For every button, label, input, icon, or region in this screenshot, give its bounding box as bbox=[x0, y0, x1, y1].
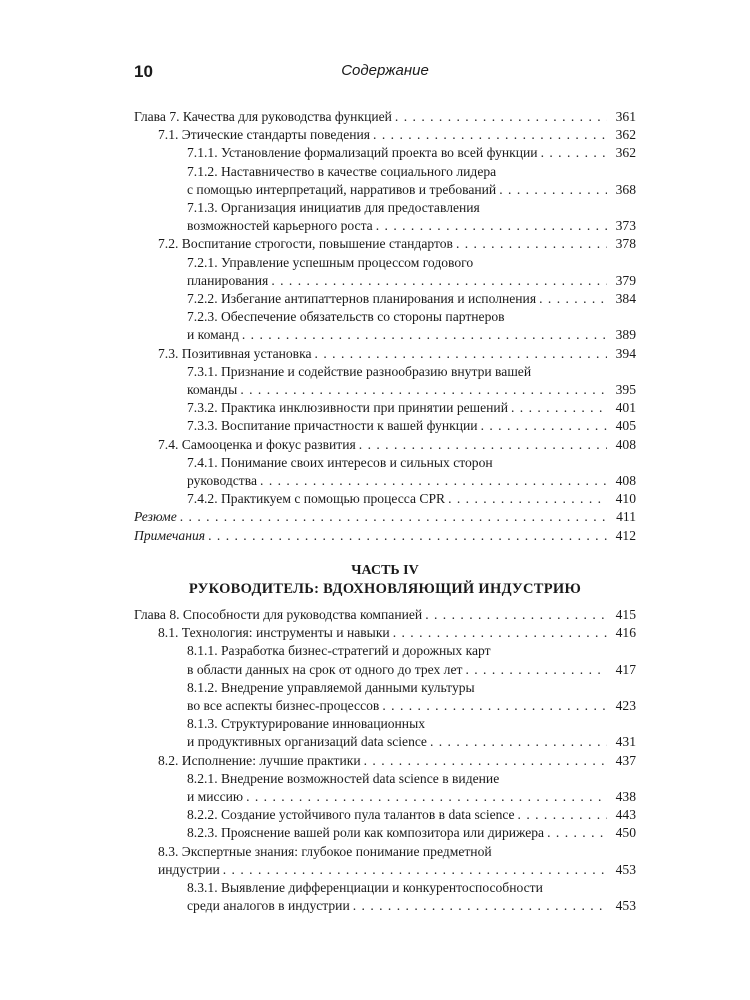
toc-entry[interactable] bbox=[134, 199, 636, 235]
toc-entry-title: и команд bbox=[187, 327, 239, 343]
toc-entry-title: 7.4. Самооценка и фокус развития bbox=[158, 436, 356, 452]
toc-entry-title: и миссию bbox=[187, 789, 244, 805]
page-header bbox=[134, 62, 636, 86]
toc-entry-page-number: 378 bbox=[615, 236, 636, 252]
dot-leader bbox=[353, 897, 607, 915]
toc-entry-page-number: 431 bbox=[615, 734, 636, 750]
dot-leader bbox=[456, 235, 607, 253]
toc-entry[interactable] bbox=[134, 126, 636, 144]
toc-entry[interactable] bbox=[134, 163, 636, 199]
toc-entry-title: возможностей карьерного роста bbox=[187, 218, 373, 234]
toc-entry-title: Резюме bbox=[134, 509, 177, 525]
toc-entry[interactable] bbox=[134, 345, 636, 363]
toc-entry-page-number: 362 bbox=[615, 145, 636, 161]
dot-leader bbox=[382, 697, 607, 715]
toc-entry-title-first-line: 8.3. Экспертные знания: глубокое понимание предметной bbox=[158, 843, 492, 859]
dot-leader bbox=[246, 788, 607, 806]
dot-leader bbox=[180, 508, 607, 526]
toc-entry-title-first-line: 7.1.3. Организация инициатив для предоставления bbox=[187, 200, 480, 216]
toc-entry[interactable] bbox=[134, 454, 636, 490]
toc-entry[interactable] bbox=[134, 144, 636, 162]
toc-entry[interactable] bbox=[134, 642, 636, 678]
toc-entry[interactable] bbox=[134, 290, 636, 308]
toc-entry[interactable] bbox=[134, 824, 636, 842]
toc-entry-page-number: 450 bbox=[615, 825, 636, 841]
dot-leader bbox=[260, 472, 607, 490]
toc-entry[interactable] bbox=[134, 254, 636, 290]
toc-entry-title: 7.2. Воспитание строгости, повышение стандартов bbox=[158, 236, 453, 252]
toc-entry-page-number: 389 bbox=[615, 327, 636, 343]
toc-entry-title: 8.2.2. Создание устойчивого пула талантов в data science bbox=[187, 807, 515, 823]
dot-leader bbox=[481, 417, 607, 435]
toc-entry[interactable] bbox=[134, 235, 636, 253]
toc-entry[interactable] bbox=[134, 108, 636, 126]
toc-entry-page-number: 412 bbox=[615, 527, 636, 543]
toc-entry-title: Глава 8. Способности для руководства компанией bbox=[134, 607, 423, 622]
toc-entry-page-number: 401 bbox=[615, 400, 636, 416]
toc-entry-title: 7.3.2. Практика инклюзивности при принятии решений bbox=[187, 400, 508, 416]
page-number: 10 bbox=[134, 62, 153, 81]
toc-entry-title: 7.2.2. Избегание антипаттернов планирования и исполнения bbox=[187, 291, 537, 307]
dot-leader bbox=[223, 861, 607, 879]
toc-entry-page-number: 410 bbox=[615, 491, 636, 507]
toc-entry-title: в области данных на срок от одного до трех лет bbox=[187, 661, 463, 677]
part-label: ЧАСТЬ IV bbox=[351, 563, 419, 578]
toc-entry[interactable] bbox=[134, 770, 636, 806]
dot-leader bbox=[393, 624, 607, 642]
dot-leader bbox=[499, 181, 607, 199]
toc-entry-title-first-line: 7.4.1. Понимание своих интересов и сильных сторон bbox=[187, 454, 493, 470]
toc-entry-title: 7.1. Этические стандарты поведения bbox=[158, 127, 371, 143]
toc-entry-title-first-line: 7.1.2. Наставничество в качестве социального лидера bbox=[187, 163, 497, 179]
toc-entry[interactable] bbox=[134, 843, 636, 879]
toc-entry-title: руководства bbox=[187, 473, 258, 489]
toc-entry[interactable] bbox=[134, 399, 636, 417]
toc-entry-page-number: 453 bbox=[615, 898, 636, 914]
toc-entry-title: планирования bbox=[187, 272, 269, 288]
toc-entry-page-number: 361 bbox=[615, 109, 636, 124]
toc-entry-title: 7.1.1. Установление формализаций проекта во всей функции bbox=[187, 145, 538, 161]
dot-leader bbox=[373, 126, 607, 144]
dot-leader bbox=[395, 108, 607, 126]
toc-entry[interactable] bbox=[134, 806, 636, 824]
toc-entry[interactable] bbox=[134, 527, 636, 545]
toc-entry-title-first-line: 8.1.2. Внедрение управляемой данными культуры bbox=[187, 679, 475, 695]
toc-entry-title: 7.3.3. Воспитание причастности к вашей функции bbox=[187, 418, 478, 434]
toc-entry-page-number: 408 bbox=[615, 473, 636, 489]
toc-entry-title: во все аспекты бизнес-процессов bbox=[187, 698, 380, 714]
toc-entry[interactable] bbox=[134, 417, 636, 435]
dot-leader bbox=[547, 824, 607, 842]
toc-entry-page-number: 368 bbox=[615, 181, 636, 197]
toc-entry-page-number: 453 bbox=[615, 861, 636, 877]
toc-entry-page-number: 408 bbox=[615, 436, 636, 452]
dot-leader bbox=[376, 217, 607, 235]
dot-leader bbox=[242, 326, 607, 344]
toc-entry-page-number: 438 bbox=[615, 789, 636, 805]
toc-entry-title-first-line: 7.2.1. Управление успешным процессом годового bbox=[187, 254, 474, 270]
toc-entry-title-first-line: 8.1.3. Структурирование инновационных bbox=[187, 716, 426, 732]
dot-leader bbox=[430, 733, 607, 751]
toc-entry[interactable] bbox=[134, 436, 636, 454]
toc-entry-page-number: 437 bbox=[615, 752, 636, 768]
toc-entry-title-first-line: 7.2.3. Обеспечение обязательств со стороны партнеров bbox=[187, 309, 505, 325]
toc-entry-page-number: 373 bbox=[615, 218, 636, 234]
toc-entry[interactable] bbox=[134, 679, 636, 715]
toc-entry-page-number: 415 bbox=[615, 607, 636, 622]
toc-entry[interactable] bbox=[134, 715, 636, 751]
toc-section-chapter-8 bbox=[134, 606, 636, 915]
toc-entry-title-first-line: 8.2.1. Внедрение возможностей data science в видение bbox=[187, 770, 500, 786]
toc-entry-title: среди аналогов в индустрии bbox=[187, 898, 350, 914]
toc-entry-page-number: 416 bbox=[615, 625, 636, 641]
toc-entry-title: и продуктивных организаций data science bbox=[187, 734, 427, 750]
toc-entry-page-number: 362 bbox=[615, 127, 636, 143]
dot-leader bbox=[240, 381, 607, 399]
dot-leader bbox=[208, 527, 607, 545]
toc-entry-title-first-line: 7.3.1. Признание и содействие разнообразию внутри вашей bbox=[187, 363, 532, 379]
toc-entry-page-number: 394 bbox=[615, 345, 636, 361]
toc-entry-title: команды bbox=[187, 382, 238, 398]
dot-leader bbox=[539, 290, 607, 308]
toc-section-chapter-7 bbox=[134, 108, 636, 545]
toc-entry[interactable] bbox=[134, 752, 636, 770]
part-heading bbox=[134, 561, 636, 599]
toc-entry-title: с помощью интерпретаций, нарративов и требований bbox=[187, 181, 497, 197]
dot-leader bbox=[364, 752, 607, 770]
toc-entry[interactable] bbox=[134, 624, 636, 642]
toc-entry-page-number: 405 bbox=[615, 418, 636, 434]
toc-entry-title: 7.3. Позитивная установка bbox=[158, 345, 312, 361]
toc-entry-title-first-line: 8.1.1. Разработка бизнес-стратегий и дорожных карт bbox=[187, 643, 491, 659]
toc-entry[interactable] bbox=[134, 879, 636, 915]
dot-leader bbox=[425, 606, 607, 624]
toc-entry[interactable] bbox=[134, 606, 636, 624]
toc-entry-title: 8.2. Исполнение: лучшие практики bbox=[158, 752, 361, 768]
toc-entry-title: Примечания bbox=[134, 527, 206, 543]
toc-entry[interactable] bbox=[134, 490, 636, 508]
toc-entry-page-number: 423 bbox=[615, 698, 636, 714]
dot-leader bbox=[448, 490, 607, 508]
toc-entry-title: Глава 7. Качества для руководства функцией bbox=[134, 109, 392, 124]
toc-entry-page-number: 443 bbox=[615, 807, 636, 823]
toc-entry-title: индустрии bbox=[158, 861, 220, 877]
dot-leader bbox=[541, 144, 607, 162]
dot-leader bbox=[511, 399, 607, 417]
toc-entry[interactable] bbox=[134, 308, 636, 344]
part-title: РУКОВОДИТЕЛЬ: ВДОХНОВЛЯЮЩИЙ ИНДУСТРИЮ bbox=[188, 581, 582, 597]
toc-entry-page-number: 395 bbox=[615, 382, 636, 398]
toc-entry[interactable] bbox=[134, 363, 636, 399]
toc-entry-page-number: 379 bbox=[615, 272, 636, 288]
toc-entry-title: 8.1. Технология: инструменты и навыки bbox=[158, 625, 390, 641]
dot-leader bbox=[359, 436, 607, 454]
dot-leader bbox=[271, 272, 607, 290]
dot-leader bbox=[315, 345, 607, 363]
toc-entry-page-number: 417 bbox=[615, 661, 636, 677]
toc-entry-title: 8.2.3. Прояснение вашей роли как композитора или дирижера bbox=[187, 825, 545, 841]
dot-leader bbox=[465, 661, 607, 679]
toc-entry-title: 7.4.2. Практикуем с помощью процесса CPR bbox=[187, 491, 446, 507]
dot-leader bbox=[518, 806, 607, 824]
toc-entry-title-first-line: 8.3.1. Выявление дифференциации и конкурентоспособности bbox=[187, 880, 543, 896]
toc-entry-page-number: 411 bbox=[616, 509, 636, 525]
toc-entry[interactable] bbox=[134, 508, 636, 526]
running-title: Содержание bbox=[341, 62, 429, 79]
toc-entry-page-number: 384 bbox=[615, 291, 636, 307]
